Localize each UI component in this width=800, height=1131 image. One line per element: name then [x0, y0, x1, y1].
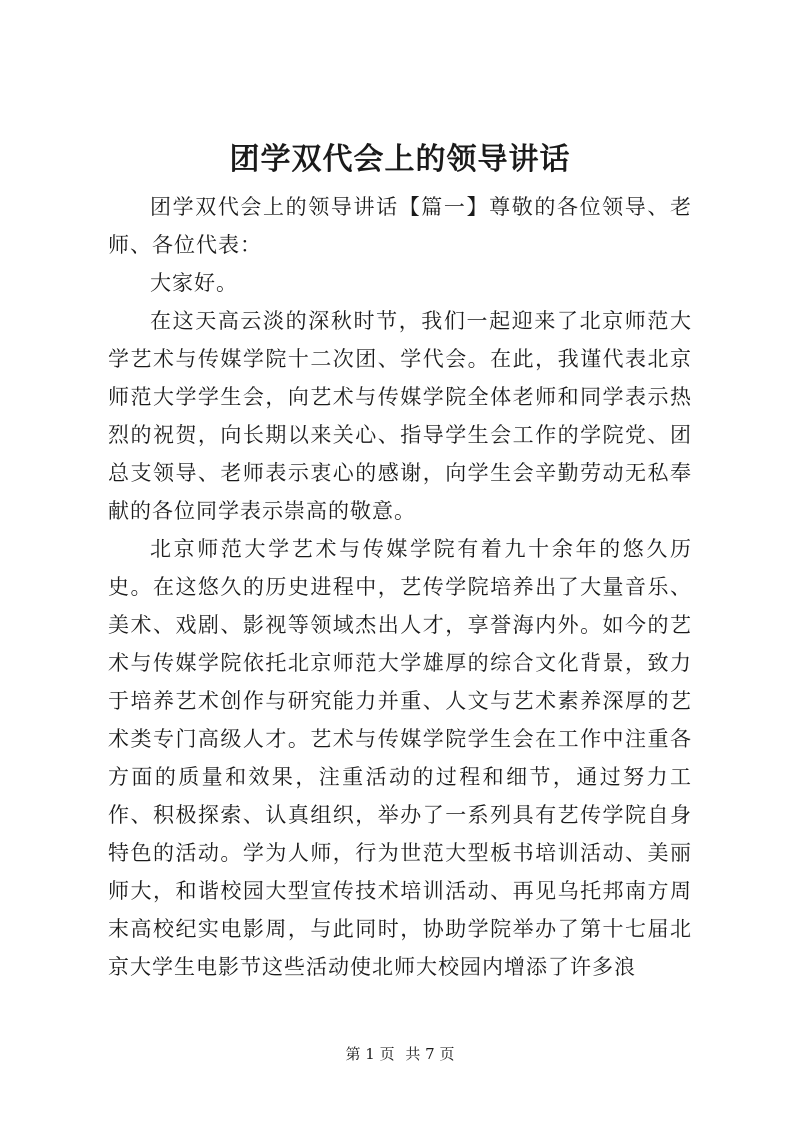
paragraph-3: 在这天高云淡的深秋时节，我们一起迎来了北京师范大学艺术与传媒学院十二次团、学代会。在此，我谨代表北京师范大学学生会，向艺术与传媒学院全体老师和同学表示热烈的祝贺，向长期以来关心、指导学生会工作的学院党、团总支领导、老师表示衷心的感谢，向学生会辛勤劳动无私奉献的各位同学表示崇高的敬意。 — [108, 309, 692, 523]
document-body — [108, 188, 692, 986]
page-footer — [0, 1044, 800, 1064]
paragraph-4: 北京师范大学艺术与传媒学院有着九十余年的悠久历史。在这悠久的历史进程中，艺传学院培养出了大量音乐、美术、戏剧、影视等领域杰出人才，享誉海内外。如今的艺术与传媒学院依托北京师范大学雄厚的综合文化背景，致力于培养艺术创作与研究能力并重、人文与艺术素养深厚的艺术类专门高级人才。艺术与传媒学院学生会在工作中注重各方面的质量和效果，注重活动的过程和细节，通过努力工作、积极探索、认真组织，举办了一系列具有艺传学院自身特色的活动。学为人师，行为世范大型板书培训活动、美丽师大，和谐校园大型宣传技术培训活动、再见乌托邦南方周末高校纪实电影周，与此同时，协助学院举办了第十七届北京大学生电影节这些活动使北师大校园内增添了许多浪 — [108, 537, 692, 979]
document-title: 团学双代会上的领导讲话 — [229, 142, 571, 177]
page-number-current: 第 1 页 — [345, 1045, 395, 1063]
page-number-total: 共 7 页 — [405, 1045, 455, 1063]
paragraph-1: 团学双代会上的领导讲话【篇一】尊敬的各位领导、老师、各位代表： — [108, 195, 692, 257]
paragraph-2: 大家好。 — [150, 271, 238, 295]
